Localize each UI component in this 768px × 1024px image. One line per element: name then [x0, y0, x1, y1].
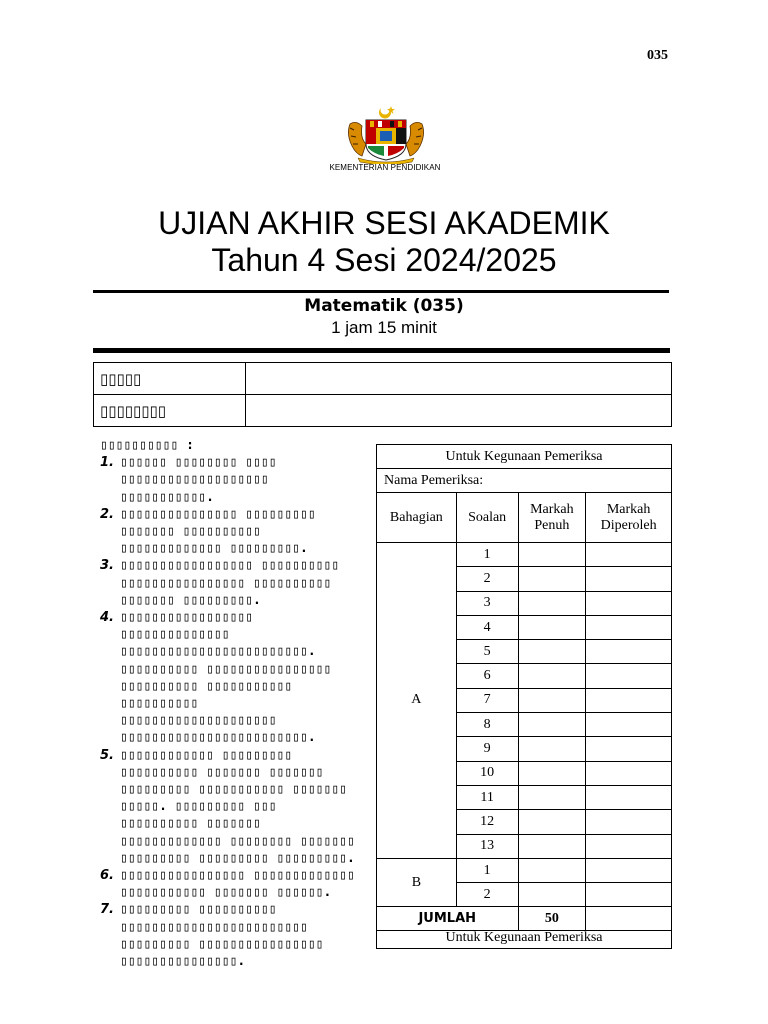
full-marks-cell	[518, 567, 586, 591]
section-label-a: A	[377, 543, 457, 859]
question-number: 2	[456, 567, 518, 591]
instruction-item	[100, 454, 360, 506]
examiner-table-title: Untuk Kegunaan Pemeriksa	[377, 445, 672, 469]
exam-duration: 1 jam 15 minit	[331, 318, 437, 337]
full-marks-cell	[518, 664, 586, 688]
full-marks-cell	[518, 713, 586, 737]
marks-obtained-cell[interactable]	[586, 785, 672, 809]
coat-of-arms-logo	[344, 104, 428, 164]
full-marks-cell	[518, 615, 586, 639]
instructions	[100, 437, 360, 970]
question-number: 2	[456, 883, 518, 907]
instruction-item	[100, 609, 360, 747]
examiner-table	[376, 444, 672, 949]
full-marks-cell	[518, 810, 586, 834]
column-header-full-marks: Markah Penuh	[518, 493, 586, 543]
instruction-text: ▯▯▯▯▯▯ ▯▯▯▯▯▯▯▯ ▯▯▯▯ ▯▯▯▯▯▯▯▯▯▯▯▯▯▯▯▯▯▯▯ ▯▯▯▯▯▯▯▯▯▯▯.	[120, 455, 277, 505]
instruction-number: 5.	[100, 747, 114, 763]
examiner-name-label: Nama Pemeriksa:	[377, 469, 672, 493]
question-number: 10	[456, 761, 518, 785]
total-marks-obtained[interactable]	[586, 907, 672, 931]
instruction-item	[100, 557, 360, 609]
total-label: JUMLAH	[377, 907, 519, 931]
marks-obtained-cell[interactable]	[586, 810, 672, 834]
marks-obtained-cell[interactable]	[586, 858, 672, 882]
marks-obtained-cell[interactable]	[586, 567, 672, 591]
question-number: 9	[456, 737, 518, 761]
question-number: 13	[456, 834, 518, 858]
instruction-number: 1.	[100, 455, 114, 471]
instruction-number: 4.	[100, 610, 114, 626]
instruction-number: 7.	[100, 902, 114, 918]
candidate-info-row	[94, 363, 672, 395]
ministry-name: KEMENTERIAN PENDIDIKAN	[329, 163, 441, 172]
instruction-text: ▯▯▯▯▯▯▯▯▯▯▯▯▯▯▯▯▯ ▯▯▯▯▯▯▯▯▯▯▯▯▯▯ ▯▯▯▯▯▯▯▯▯▯▯▯▯▯▯▯▯▯▯▯▯▯▯▯. ▯▯▯▯▯▯▯▯▯▯ ▯▯▯▯▯▯▯▯▯▯▯▯▯▯▯▯ ▯▯▯▯▯▯▯▯▯▯ ▯▯▯▯▯▯▯▯▯▯▯ ▯▯▯▯▯▯▯▯▯▯ ▯▯▯▯▯▯▯▯▯▯▯▯▯▯▯▯▯▯▯▯ ▯▯▯▯▯▯▯▯▯▯▯▯▯▯▯▯▯▯▯▯▯▯▯▯.	[120, 610, 332, 746]
bottom-divider	[93, 348, 670, 353]
instruction-item	[100, 747, 360, 867]
full-marks-cell	[518, 543, 586, 567]
instructions-list	[100, 454, 360, 970]
marks-obtained-cell[interactable]	[586, 713, 672, 737]
paper-code: 035	[647, 48, 668, 63]
instruction-number: 6.	[100, 868, 114, 884]
instruction-text: ▯▯▯▯▯▯▯▯▯▯▯▯▯▯▯ ▯▯▯▯▯▯▯▯▯ ▯▯▯▯▯▯▯ ▯▯▯▯▯▯▯▯▯▯ ▯▯▯▯▯▯▯▯▯▯▯▯▯ ▯▯▯▯▯▯▯▯▯.	[120, 506, 316, 557]
instruction-text: ▯▯▯▯▯▯▯▯▯▯▯▯▯▯▯▯▯ ▯▯▯▯▯▯▯▯▯▯ ▯▯▯▯▯▯▯▯▯▯▯▯▯▯▯▯ ▯▯▯▯▯▯▯▯▯▯ ▯▯▯▯▯▯▯ ▯▯▯▯▯▯▯▯▯.	[120, 558, 340, 608]
candidate-info-label: ▯▯▯▯▯▯▯▯	[94, 395, 246, 427]
full-marks-cell	[518, 785, 586, 809]
column-header-section: Bahagian	[377, 493, 457, 543]
full-marks-cell	[518, 737, 586, 761]
instruction-item	[100, 901, 360, 970]
candidate-info-table	[93, 362, 672, 427]
instruction-text: ▯▯▯▯▯▯▯▯▯▯▯▯ ▯▯▯▯▯▯▯▯▯ ▯▯▯▯▯▯▯▯▯▯ ▯▯▯▯▯▯▯ ▯▯▯▯▯▯▯ ▯▯▯▯▯▯▯▯▯ ▯▯▯▯▯▯▯▯▯▯▯ ▯▯▯▯▯▯▯ ▯▯▯▯▯. ▯▯▯▯▯▯▯▯▯ ▯▯▯ ▯▯▯▯▯▯▯▯▯▯ ▯▯▯▯▯▯▯ ▯▯▯▯▯▯▯▯▯▯▯▯▯ ▯▯▯▯▯▯▯▯ ▯▯▯▯▯▯▯ ▯▯▯▯▯▯▯▯▯ ▯▯▯▯▯▯▯▯▯ ▯▯▯▯▯▯▯▯▯.	[120, 747, 355, 866]
marks-obtained-cell[interactable]	[586, 615, 672, 639]
instruction-number: 2.	[100, 506, 114, 522]
full-marks-cell	[518, 883, 586, 907]
candidate-info-field[interactable]	[246, 395, 672, 427]
marks-obtained-cell[interactable]	[586, 664, 672, 688]
instructions-heading: ▯▯▯▯▯▯▯▯▯▯ :	[100, 438, 194, 453]
subject-name: Matematik (035)	[304, 296, 464, 316]
marks-obtained-cell[interactable]	[586, 883, 672, 907]
full-marks-cell	[518, 591, 586, 615]
question-number: 1	[456, 543, 518, 567]
full-marks-cell	[518, 688, 586, 712]
full-marks-cell	[518, 858, 586, 882]
total-full-marks: 50	[518, 907, 586, 931]
marks-obtained-cell[interactable]	[586, 761, 672, 785]
top-divider	[93, 290, 669, 293]
instruction-text: ▯▯▯▯▯▯▯▯▯ ▯▯▯▯▯▯▯▯▯▯ ▯▯▯▯▯▯▯▯▯▯▯▯▯▯▯▯▯▯▯▯▯▯▯▯ ▯▯▯▯▯▯▯▯▯ ▯▯▯▯▯▯▯▯▯▯▯▯▯▯▯▯ ▯▯▯▯▯▯▯▯▯▯▯▯▯▯▯.	[120, 902, 324, 970]
question-number: 7	[456, 688, 518, 712]
question-number: 11	[456, 785, 518, 809]
exam-title: UJIAN AKHIR SESI AKADEMIK	[158, 205, 610, 241]
full-marks-cell	[518, 761, 586, 785]
candidate-info-field[interactable]	[246, 363, 672, 395]
examiner-table-footer: Untuk Kegunaan Pemeriksa	[377, 931, 672, 949]
question-number: 12	[456, 810, 518, 834]
question-number: 6	[456, 664, 518, 688]
question-number: 4	[456, 615, 518, 639]
instruction-item	[100, 867, 360, 901]
question-number: 1	[456, 858, 518, 882]
instruction-item	[100, 506, 360, 558]
candidate-info-label: ▯▯▯▯▯	[94, 363, 246, 395]
full-marks-cell	[518, 640, 586, 664]
section-label-b: B	[377, 858, 457, 907]
full-marks-cell	[518, 834, 586, 858]
candidate-info-row	[94, 395, 672, 427]
marks-obtained-cell[interactable]	[586, 688, 672, 712]
column-header-question: Soalan	[456, 493, 518, 543]
marks-obtained-cell[interactable]	[586, 591, 672, 615]
question-number: 8	[456, 713, 518, 737]
marks-obtained-cell[interactable]	[586, 543, 672, 567]
column-header-marks-obtained: Markah Diperoleh	[586, 493, 672, 543]
marks-obtained-cell[interactable]	[586, 834, 672, 858]
marks-obtained-cell[interactable]	[586, 737, 672, 761]
question-number: 3	[456, 591, 518, 615]
exam-subtitle: Tahun 4 Sesi 2024/2025	[211, 242, 557, 278]
marks-obtained-cell[interactable]	[586, 640, 672, 664]
instruction-text: ▯▯▯▯▯▯▯▯▯▯▯▯▯▯▯▯ ▯▯▯▯▯▯▯▯▯▯▯▯▯ ▯▯▯▯▯▯▯▯▯▯▯ ▯▯▯▯▯▯▯ ▯▯▯▯▯▯.	[120, 868, 355, 901]
instruction-number: 3.	[100, 558, 114, 574]
question-number: 5	[456, 640, 518, 664]
